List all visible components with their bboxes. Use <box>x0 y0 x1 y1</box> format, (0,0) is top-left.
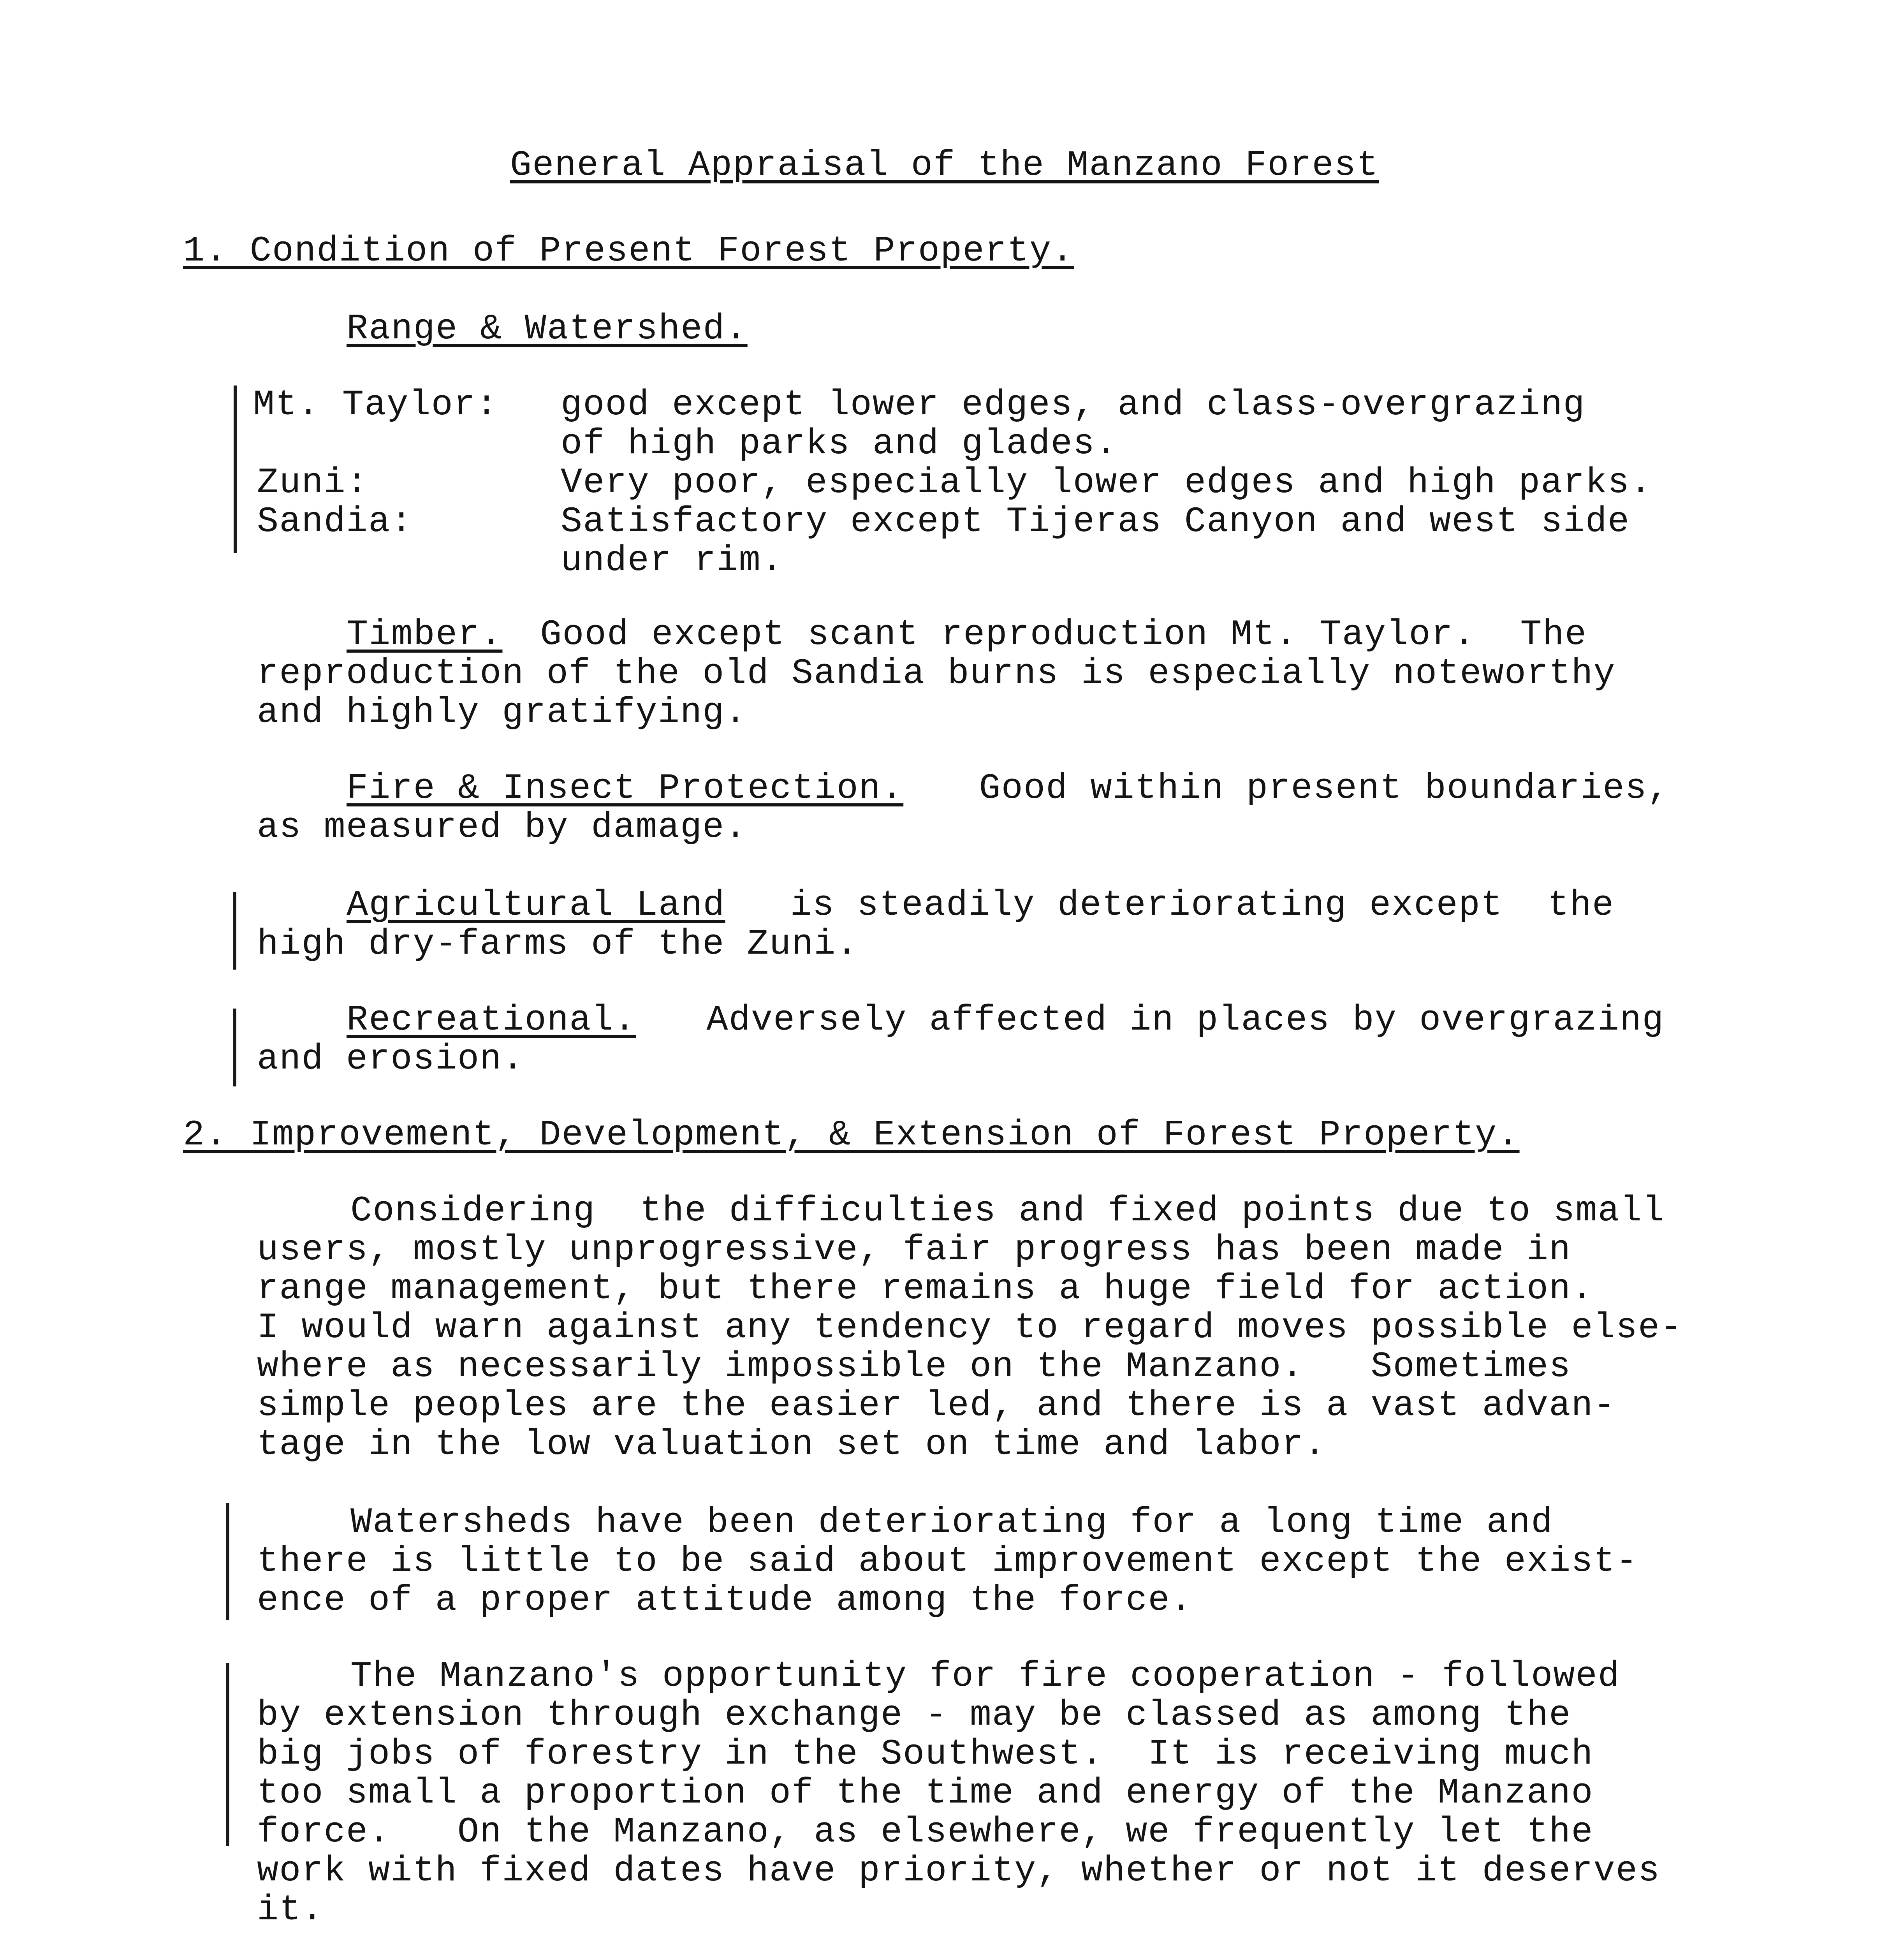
section-2-para-3-line-4: too small a proportion of the time and energy of the Manzano <box>257 1773 1594 1813</box>
margin-mark <box>234 386 237 553</box>
timber-heading: Timber. <box>347 614 503 655</box>
agricultural-land-line-2: high dry-farms of the Zuni. <box>257 924 859 965</box>
margin-mark <box>226 1503 229 1620</box>
agricultural-land-line-1: is steadily deteriorating except the <box>746 885 1615 926</box>
margin-mark <box>233 892 236 970</box>
timber-line-2: reproduction of the old Sandia burns is especially noteworthy <box>257 653 1616 694</box>
section-2-para-1-line-1: Considering the difficulties and fixed points due to small <box>350 1190 1665 1231</box>
section-2-para-3-line-7: it. <box>257 1889 324 1930</box>
timber-line-1: Good except scant reproduction Mt. Taylor. The <box>518 614 1587 655</box>
range-watershed-heading: Range & Watershed. <box>347 308 748 349</box>
recreational-line-1: Adversely affected in places by overgrazing <box>662 1000 1665 1040</box>
section-2-para-3-line-5: force. On the Manzano, as elsewhere, we frequently let the <box>257 1811 1594 1852</box>
section-2-heading: 2. Improvement, Development, & Extension of Forest Property. <box>183 1114 1520 1155</box>
section-2-para-2-line-2: there is little to be said about improvement except the exist- <box>257 1541 1638 1582</box>
range-text-mt-taylor-2: of high parks and glades. <box>561 423 1118 464</box>
section-2-para-2-line-3: ence of a proper attitude among the force. <box>257 1580 1193 1621</box>
range-text-zuni-1: Very poor, especially lower edges and high parks. <box>561 462 1652 503</box>
document-title: General Appraisal of the Manzano Forest <box>510 145 1379 186</box>
section-2-para-1-line-3: range management, but there remains a huge field for action. <box>257 1268 1594 1309</box>
recreational-heading: Recreational. <box>347 1000 636 1040</box>
recreational-line-2: and erosion. <box>257 1039 524 1079</box>
fire-insect-heading: Fire & Insect Protection. <box>347 768 904 809</box>
range-text-sandia-1: Satisfactory except Tijeras Canyon and west side <box>561 501 1630 542</box>
section-2-para-3-line-6: work with fixed dates have priority, whether or not it deserves <box>257 1850 1661 1891</box>
section-2-para-1-line-7: tage in the low valuation set on time and labor. <box>257 1424 1327 1465</box>
fire-insect-line-2: as measured by damage. <box>257 807 747 848</box>
section-2-para-1-line-6: simple peoples are the easier led, and there is a vast advan- <box>257 1385 1616 1426</box>
range-label-zuni: Zuni: <box>257 462 369 503</box>
margin-mark <box>233 1009 236 1086</box>
range-label-sandia: Sandia: <box>257 501 413 542</box>
range-label-mt-taylor: Mt. Taylor: <box>253 384 498 425</box>
timber-line-3: and highly gratifying. <box>257 692 747 733</box>
fire-insect-line-1: Good within present boundaries, <box>934 768 1670 809</box>
section-2-para-1-line-2: users, mostly unprogressive, fair progress has been made in <box>257 1229 1571 1270</box>
section-2-para-2-line-1: Watersheds have been deteriorating for a long time and <box>350 1502 1554 1543</box>
section-2-para-3-line-3: big jobs of forestry in the Southwest. It is receiving much <box>257 1734 1594 1774</box>
range-text-sandia-2: under rim. <box>561 540 784 581</box>
range-text-mt-taylor-1: good except lower edges, and class-overgrazing <box>561 384 1585 425</box>
section-2-para-1-line-5: where as necessarily impossible on the Manzano. Sometimes <box>257 1346 1571 1387</box>
section-2-para-3-line-1: The Manzano's opportunity for fire cooperation - followed <box>350 1656 1620 1697</box>
agricultural-land-heading: Agricultural Land <box>347 885 725 926</box>
section-1-heading: 1. Condition of Present Forest Property. <box>183 231 1074 271</box>
margin-mark <box>226 1663 229 1846</box>
section-2-para-3-line-2: by extension through exchange - may be classed as among the <box>257 1695 1571 1736</box>
section-2-para-1-line-4: I would warn against any tendency to regard moves possible else- <box>257 1307 1683 1348</box>
